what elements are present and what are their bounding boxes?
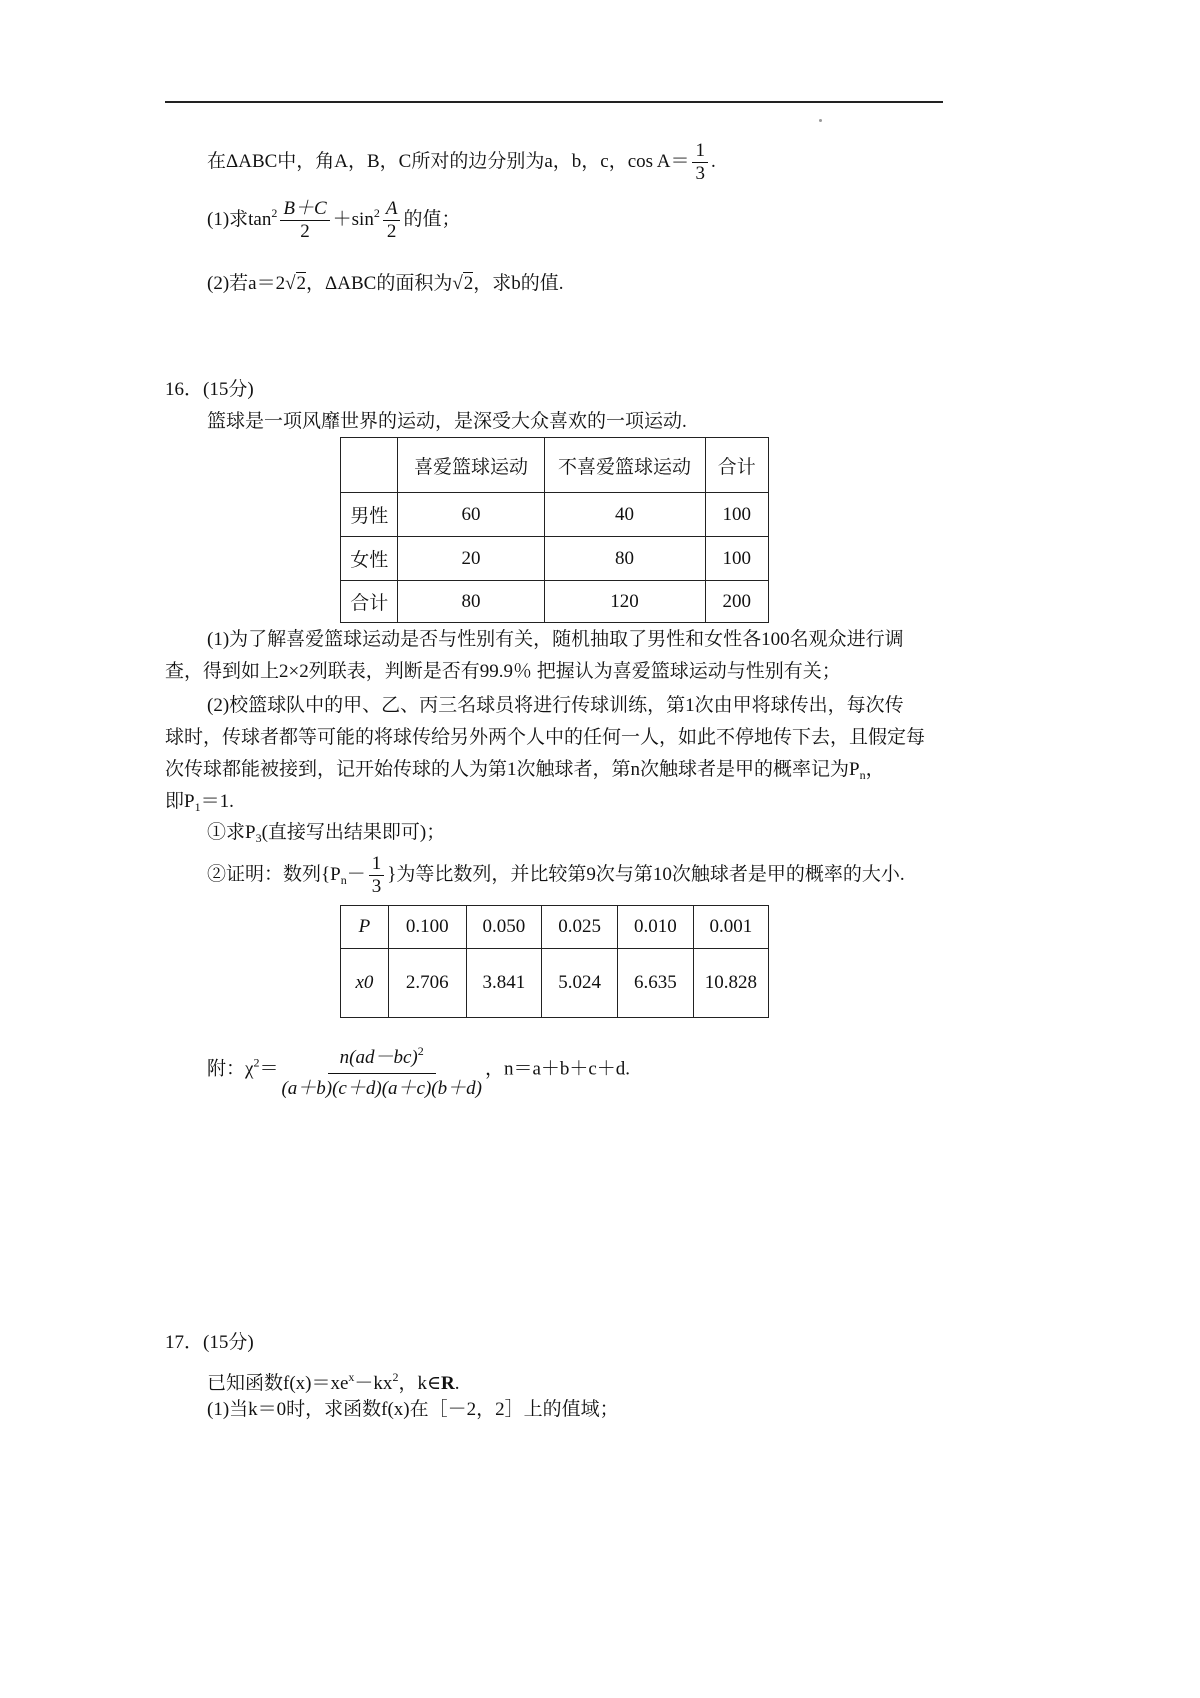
denominator: 3 (695, 163, 705, 184)
cell: 80 (544, 537, 705, 581)
exponent: x (348, 1370, 355, 1384)
header-cell: 合计 (705, 438, 769, 493)
text: 的值； (403, 208, 461, 230)
exponent: 2 (271, 205, 278, 220)
fraction (280, 198, 329, 243)
cell: 0.050 (466, 906, 542, 949)
table-row (341, 537, 769, 581)
table-row (341, 949, 769, 1018)
cell: 5.024 (542, 949, 618, 1018)
text: ，k∈ (398, 1373, 442, 1394)
cell: 10.828 (693, 949, 768, 1018)
q17-part1: (1)当k＝0时，求函数f(x)在［－2，2］上的值域； (207, 1399, 619, 1420)
numerator (328, 1036, 436, 1074)
text: 附：χ (207, 1058, 254, 1080)
header-cell: 不喜爱篮球运动 (544, 438, 705, 493)
sqrt-arg: 2 (296, 273, 307, 294)
text: －kx (354, 1373, 393, 1394)
q17-number: 17．(15分) (165, 1332, 254, 1353)
text: ①求P (207, 822, 256, 843)
exponent: 2 (253, 1055, 260, 1070)
denominator: (a＋b)(c＋d)(a＋c)(b＋d) (281, 1078, 482, 1099)
q16-intro: 篮球是一项风靡世界的运动，是深受大众喜欢的一项运动. (207, 411, 687, 432)
text: ＝ (259, 1058, 279, 1080)
q15-part2: (2)若a＝2√2，ΔABC的面积为√2，求b的值. (207, 273, 564, 294)
period: . (710, 150, 716, 172)
exponent: 2 (373, 205, 380, 220)
q16-number: 16．(15分) (165, 379, 254, 400)
header-cell: 喜爱篮球运动 (398, 438, 544, 493)
cell: 6.635 (618, 949, 694, 1018)
text: 已知函数f(x)＝xe (207, 1373, 349, 1394)
text: }为等比数列，并比较第9次与第10次触球者是甲的概率的大小. (387, 863, 905, 885)
text: . (454, 1373, 460, 1394)
cell: 20 (398, 537, 544, 581)
fraction (369, 853, 385, 898)
q16-sub1 (207, 821, 445, 850)
text: (2)若a＝2 (207, 273, 286, 294)
text: － (346, 863, 366, 885)
q16-sub2 (207, 853, 905, 898)
cell: 0.100 (388, 906, 466, 949)
cell: 0.025 (542, 906, 618, 949)
subscript: 1 (194, 800, 201, 814)
header-rule (165, 101, 943, 103)
text: ，求b的值. (473, 273, 564, 294)
q16-part2-line1: (2)校篮球队中的甲、乙、丙三名球员将进行传球训练，第1次由甲将球传出，每次传 (207, 695, 904, 716)
cell: 女性 (341, 537, 398, 581)
cell: 60 (398, 493, 544, 537)
q15-intro-text: 在ΔABC中，角A，B，C所对的边分别为a，b，c，cos A＝ (207, 150, 690, 172)
sqrt-arg: 2 (463, 273, 474, 294)
cell: 80 (398, 581, 544, 623)
denominator: 2 (300, 221, 310, 242)
q15-part1 (207, 198, 460, 243)
chi-square-fraction (281, 1036, 481, 1104)
text: ②证明：数列{P (207, 863, 341, 885)
cell: P (341, 906, 389, 949)
cell: 200 (705, 581, 769, 623)
critical-value-table (340, 905, 769, 1018)
text: ＋sin (332, 208, 374, 230)
fraction (383, 198, 401, 243)
cell: 100 (705, 493, 769, 537)
cell: 0.001 (693, 906, 768, 949)
cell: 0.010 (618, 906, 694, 949)
header-cell (341, 438, 398, 493)
cell: 男性 (341, 493, 398, 537)
table-row (341, 906, 769, 949)
numerator: 1 (692, 140, 708, 163)
exponent: 2 (392, 1370, 399, 1384)
q16-part2-line3: 次传球都能被接到，记开始传球的人为第1次触球者，第n次触球者是甲的概率记为$P_n$， (165, 759, 885, 782)
text: (直接写出结果即可)； (261, 822, 446, 843)
speck (819, 119, 822, 122)
cell: 合计 (341, 581, 398, 623)
text: (1)求tan (207, 208, 272, 230)
denominator: 3 (371, 876, 382, 897)
text: 即P (165, 791, 195, 812)
q17-intro (207, 1365, 460, 1396)
subscript: 3 (255, 831, 262, 845)
text: 次传球都能被接到，记开始传球的人为第1次触球者，第n次触球者是甲的概率记为P (165, 759, 860, 780)
q15-intro (207, 140, 716, 185)
reals-symbol: R (441, 1373, 455, 1394)
text: ＝1. (200, 791, 234, 812)
text: ，n＝a＋b＋c＋d. (484, 1058, 631, 1080)
cell: 2.706 (388, 949, 466, 1018)
q16-part2-line4 (165, 790, 234, 819)
cell: x0 (341, 949, 389, 1018)
fraction (692, 140, 708, 185)
numerator: A (383, 198, 401, 221)
numerator-text: n(ad－bc) (339, 1047, 418, 1068)
q16-part2-line2: 球时，传球者都等可能的将球传给另外两个人中的任何一人，如此不停地传下去，且假定每 (165, 727, 926, 748)
contingency-table (340, 437, 769, 623)
q16-appendix (207, 1036, 630, 1104)
numerator: 1 (369, 853, 385, 876)
text: ，ΔABC的面积为 (306, 273, 453, 294)
subscript: n (859, 768, 866, 782)
table-row (341, 493, 769, 537)
table-header-row (341, 438, 769, 493)
cell: 40 (544, 493, 705, 537)
cell: 100 (705, 537, 769, 581)
cell: 120 (544, 581, 705, 623)
numerator: B＋C (280, 198, 329, 221)
denominator: 2 (386, 221, 397, 242)
cell: 3.841 (466, 949, 542, 1018)
q16-part1-line1: (1)为了解喜爱篮球运动是否与性别有关，随机抽取了男性和女性各100名观众进行调 (207, 629, 904, 650)
q16-part1-line2: 查，得到如上2×2列联表，判断是否有99.9％ 把握认为喜爱篮球运动与性别有关； (165, 661, 841, 682)
table-row (341, 581, 769, 623)
exponent: 2 (417, 1044, 424, 1058)
subscript: n (340, 872, 347, 887)
